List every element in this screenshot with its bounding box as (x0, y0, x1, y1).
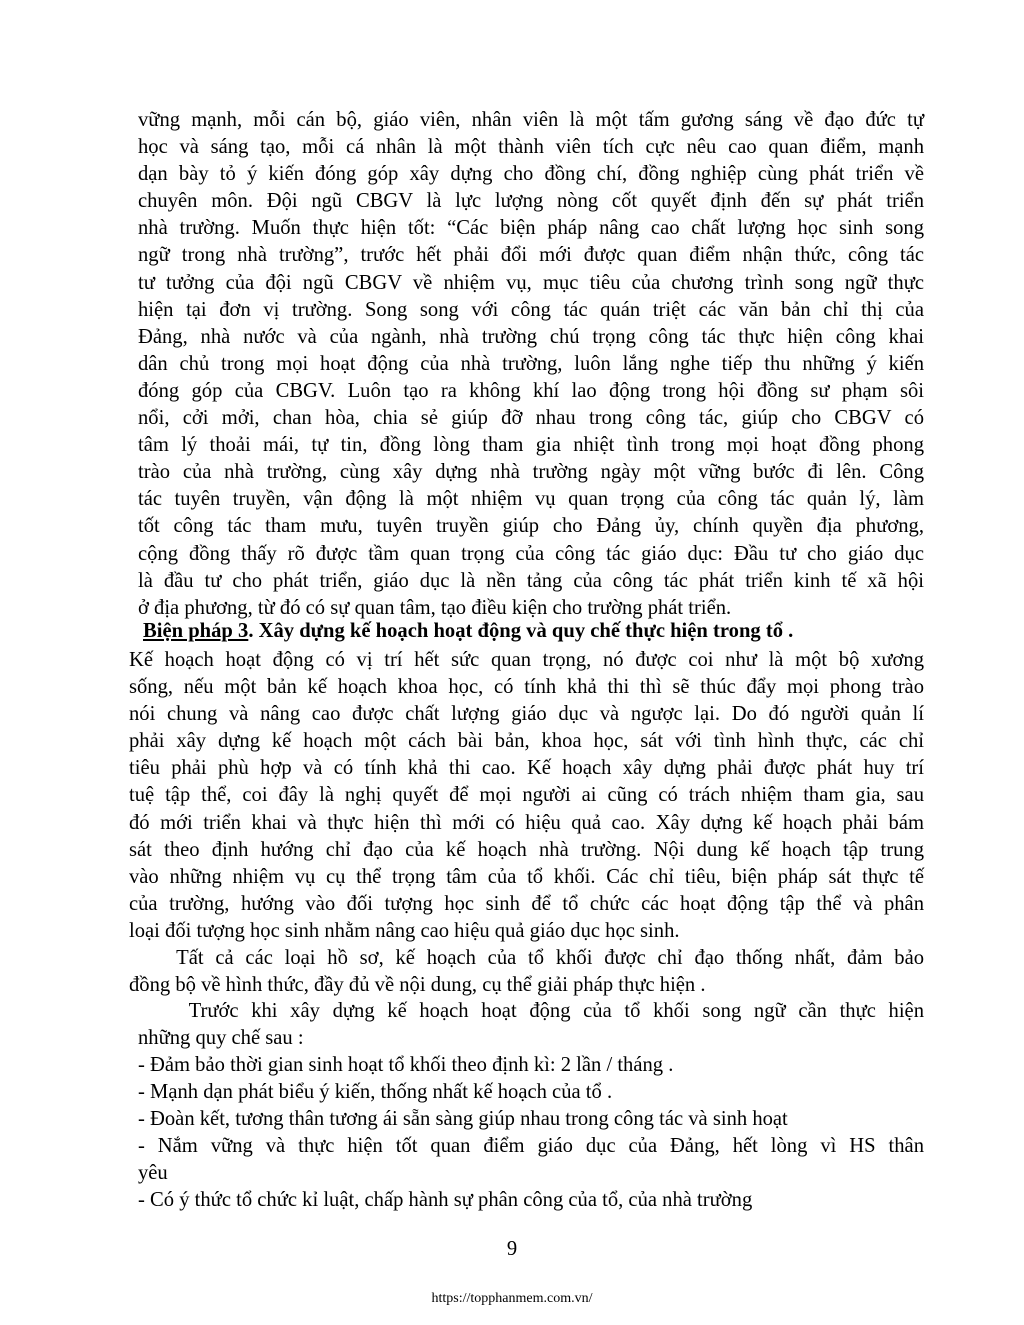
text-line: loại đối tượng học sinh nhằm nâng cao hiệu quả giáo dục học sinh. (129, 919, 680, 942)
text-line: là đầu tư cho phát triển, giáo dục là nền tảng của công tác phát triển kinh tế xã hội (138, 569, 924, 592)
text-line: hiện tại đơn vị trường. Song song với công tác quán triệt các văn bản chỉ thị của (138, 298, 924, 321)
heading-text: . Xây dựng kế hoạch hoạt động và quy chế thực hiện trong tổ . (248, 620, 794, 642)
text-line: tâm lý thoải mái, tự tin, đồng lòng tham gia nhiệt tình trong mọi hoạt đồng phong (138, 434, 924, 457)
text-line: đồng bộ về hình thức, đầy đủ về nội dung, cụ thể giải pháp thực hiện . (129, 974, 706, 997)
text-line: ngữ trong nhà trường”, trước hết phải đổi mới được quan điểm nhận thức, công tác (138, 244, 924, 267)
text-line: tác tuyên truyền, vận động là một nhiệm vụ quan trọng của công tác quản lý, làm (138, 488, 924, 511)
text-line: học và sáng tạo, mỗi cá nhân là một thành viên tích cực nêu cao quan điểm, mạnh (138, 136, 924, 159)
list-item (138, 1133, 924, 1187)
list-item-line: yêu (138, 1162, 168, 1185)
text-line: cộng đồng thấy rõ được tầm quan trọng của công tác giáo dục: Đầu tư cho giáo dục (138, 542, 924, 565)
list-item: - Có ý thức tổ chức kỉ luật, chấp hành sự phân công của tổ, của nhà trường (138, 1189, 753, 1211)
text-line: trào của nhà trường, cùng xây dựng nhà trường ngày một vững bước đi lên. Công (138, 461, 924, 484)
text-line: đóng góp của CBGV. Luôn tạo ra không khí lao động trong hội đồng sư phạm sôi (138, 379, 924, 402)
text-line: nói chung và nâng cao được chất lượng giáo dục và ngược lại. Do đó người quản lí (129, 703, 924, 726)
text-line: chuyên môn. Đội ngũ CBGV là lực lượng nòng cốt quyết định đến sự phát triển (138, 190, 924, 213)
text-line: những quy chế sau : (138, 1027, 304, 1050)
text-line: dân chủ trong mọi hoạt động của nhà trường, luôn lắng nghe tiếp thu những ý kiến (138, 352, 924, 375)
text-line: đó mới triển khai và thực hiện thì mới có hiệu quả cao. Xây dựng kế hoạch phải bám (129, 811, 924, 834)
footer-url[interactable]: https://topphanmem.com.vn/ (431, 1291, 593, 1306)
text-line: vào những nhiệm vụ cụ thể trọng tâm của tổ khối. Các chỉ tiêu, biện pháp sát thực tế (129, 865, 924, 888)
list-item: - Mạnh dạn phát biểu ý kiến, thống nhất kế hoạch của tổ . (138, 1081, 613, 1103)
text-line: nhà trường. Muốn thực hiện tốt: “Các biện pháp nâng cao chất lượng học sinh song (138, 217, 924, 240)
heading-label: Biện pháp 3 (143, 620, 249, 642)
paragraph-1 (138, 107, 924, 622)
text-line: dạn bày tỏ ý kiến đóng góp xây dựng cho đồng chí, đồng nghiệp cùng phát triển về (138, 163, 924, 186)
text-line: tuệ tập thể, coi đây là nghị quyết để mọi người ai cũng có trách nhiệm tham gia, sau (129, 784, 924, 807)
text-line: Đảng, nhà nước và của ngành, nhà trường chú trọng công tác thực hiện công khai (138, 325, 924, 348)
list-item: - Đảm bảo thời gian sinh hoạt tổ khối theo định kì: 2 lần / tháng . (138, 1054, 674, 1076)
text-line: tiêu phải phù hợp và có tính khả thi cao. Kế hoạch xây dựng phải được phát huy trí (129, 757, 924, 780)
text-line: tư tưởng của đội ngũ CBGV về nhiệm vụ, mục tiêu của chương trình song ngữ thực (138, 271, 924, 294)
list-item: - Đoàn kết, tương thân tương ái sẵn sàng giúp nhau trong công tác và sinh hoạt (138, 1108, 788, 1130)
paragraph-2 (129, 647, 924, 945)
text-line: sát theo định hướng chỉ đạo của kế hoạch nhà trường. Nội dung kế hoạch tập trung (129, 838, 924, 861)
text-line: nổi, cởi mởi, chan hòa, chia sẻ giúp đỡ nhau trong công tác, giúp cho CBGV có (138, 407, 924, 430)
text-line: Tất cả các loại hồ sơ, kế hoạch của tổ khối được chỉ đạo thống nhất, đảm bảo (129, 947, 925, 969)
text-line: sống, nếu một bản kế hoạch khoa học, có tính khả thi thì sẽ thúc đẩy mọi phong trào (129, 676, 924, 699)
paragraph-3 (129, 945, 924, 999)
text-line: vững mạnh, mỗi cán bộ, giáo viên, nhân viên là một tấm gương sáng về đạo đức tự (138, 109, 924, 131)
text-line: Kế hoạch hoạt động có vị trí hết sức quan trọng, nó được coi như là một bộ xương (129, 649, 924, 671)
section-heading (143, 620, 793, 643)
text-line: tốt công tác tham mưu, tuyên truyền giúp cho Đảng ủy, chính quyền địa phương, (138, 515, 924, 538)
page-number: 9 (506, 1238, 518, 1260)
text-line: ở địa phương, từ đó có sự quan tâm, tạo điều kiện cho trường phát triển. (138, 596, 732, 619)
text-line: của trường, hướng vào đối tượng học sinh để tổ chức các hoạt động tập thể và phân (129, 892, 924, 915)
paragraph-4 (138, 998, 924, 1052)
list-item-line: - Nắm vững và thực hiện tốt quan điểm giáo dục của Đảng, hết lòng vì HS thân (138, 1135, 924, 1157)
text-line: Trước khi xây dựng kế hoạch hoạt động của tổ khối song ngữ cần thực hiện (138, 1000, 924, 1022)
text-line: phải xây dựng kế hoạch một cách bài bản, khoa học, sát với tình hình thực, các chỉ (129, 730, 924, 753)
